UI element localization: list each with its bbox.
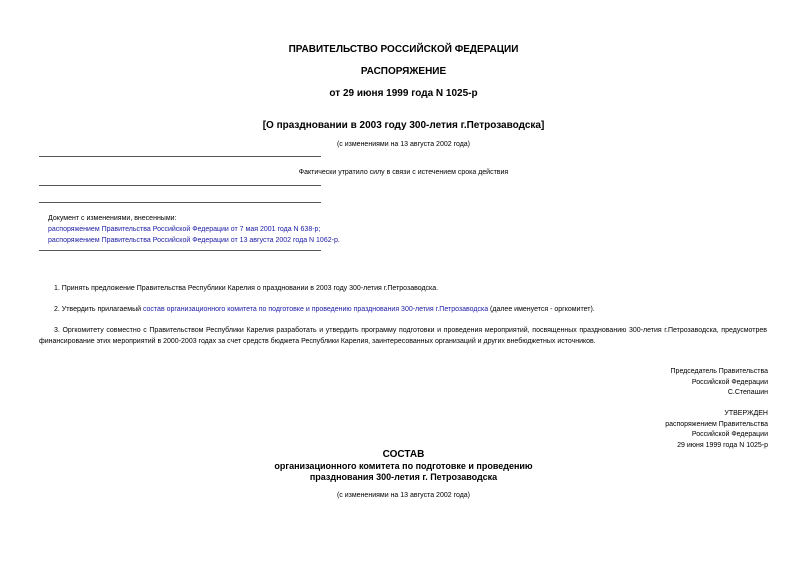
approved-line: УТВЕРЖДЕН	[724, 410, 768, 417]
sostav-subtitle: празднования 300-летия г. Петрозаводска	[309, 472, 498, 482]
divider	[39, 156, 321, 157]
paragraph-3-text: 3. Оргкомитету совместно с Правительством Республики Карелия разработать и утвердить программу подготовки и проведения мероприятий, посвященных празднованию 300-летия г.Петрозаводска, предусмотрев финансирование этих мероприятий в 2000-2003 годах за счет средств бюджета Республики Карелия, заинтересованных организаций и других внебюджетных источников.	[39, 327, 767, 345]
paragraph-2	[54, 306, 595, 313]
sostav-subtitle: организационного комитета по подготовке и проведению	[274, 461, 533, 471]
changes-note: (с изменениями на 13 августа 2002 года)	[336, 141, 471, 148]
divider	[39, 250, 321, 251]
approved-line: распоряжением Правительства	[665, 420, 768, 428]
divider	[39, 185, 321, 186]
paragraph-2-text: 2. Утвердить прилагаемый	[54, 306, 143, 313]
signature-name: С.Степашин	[727, 389, 768, 396]
sostav-changes-note: (с изменениями на 13 августа 2002 года)	[336, 492, 471, 499]
approved-line: 29 июня 1999 года N 1025-р	[677, 441, 768, 449]
amendment-link-2001[interactable]: распоряжением Правительства Российской Федерации от 7 мая 2001 года N 638-р;	[48, 226, 321, 233]
sostav-link[interactable]: состав организационного комитета по подготовке и проведению празднования 300-летия г.Петрозаводска	[142, 306, 489, 313]
approved-line: Российской Федерации	[691, 431, 768, 438]
paragraph-3	[39, 326, 767, 347]
doc-title: [О праздновании в 2003 году 300-летия г.Петрозаводска]	[262, 120, 545, 131]
amendment-link-2002[interactable]: распоряжением Правительства Российской Федерации от 13 августа 2002 года N 1062-р.	[48, 237, 340, 244]
sostav-title: СОСТАВ	[382, 449, 425, 460]
government-heading: ПРАВИТЕЛЬСТВО РОССИЙСКОЙ ФЕДЕРАЦИИ	[288, 44, 519, 55]
signature-line: Российской Федерации	[691, 378, 768, 386]
paragraph-1: 1. Принять предложение Правительства Республики Карелия о праздновании в 2003 году 300-летия г.Петрозаводска.	[54, 285, 439, 292]
amendments-intro: Документ с изменениями, внесенными:	[48, 215, 177, 222]
doc-type-heading: РАСПОРЯЖЕНИЕ	[360, 66, 447, 77]
doc-date: от 29 июня 1999 года N 1025-р	[329, 88, 478, 99]
divider	[39, 202, 321, 203]
paragraph-2-text-end: (далее именуется - оргкомитет).	[488, 306, 595, 313]
signature-line: Председатель Правительства	[670, 368, 768, 375]
status-note: Фактически утратило силу в связи с истечением срока действия	[298, 169, 509, 176]
signature-block	[671, 367, 768, 399]
approved-block	[665, 409, 768, 451]
